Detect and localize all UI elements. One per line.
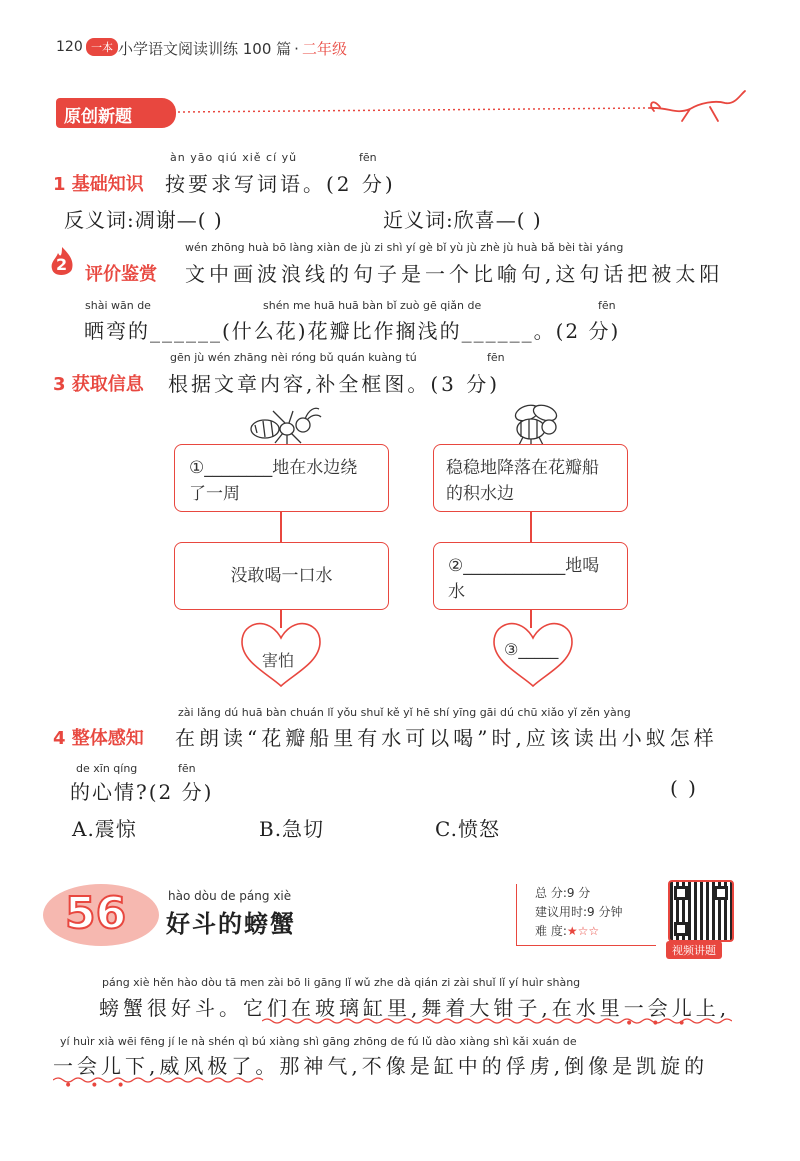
q3-pinyin-fen: fēn	[487, 351, 505, 364]
q4-pinyin-2: de xīn qíng	[76, 762, 138, 775]
emphasis-dots-1: •••	[625, 1016, 704, 1032]
passage-pinyin-1: páng xiè hěn hào dòu tā men zài bō li gāng lǐ wǔ zhe dà qián zi zài shuǐ lǐ yí huìr shàng	[102, 976, 581, 989]
info-time	[535, 903, 656, 922]
ant-icon	[243, 403, 323, 445]
info-time-value: 9 分钟	[587, 905, 623, 919]
q4-option-a: A.震惊	[72, 817, 137, 841]
book-title	[118, 38, 347, 59]
section-tag	[56, 98, 176, 128]
book-title-text: 小学语文阅读训练 100 篇	[118, 40, 292, 58]
q2-label: 评价鉴赏	[85, 264, 157, 285]
passage-line-2: 一会儿下,威风极了。那神气,不像是缸中的俘虏,倒像是凯旋的	[53, 1054, 709, 1078]
lesson-number-badge	[43, 884, 159, 946]
lesson-number: 56	[65, 888, 127, 939]
emphasis-dots-2: •••	[64, 1078, 143, 1094]
q4-label: 4 整体感知	[53, 728, 144, 749]
q2-line-1: 文中画波浪线的句子是一个比喻句,这句话把被太阳	[185, 262, 724, 286]
video-lecture-label[interactable]: 视频讲题	[666, 941, 722, 959]
q1-pinyin-fen: fēn	[359, 151, 377, 164]
q1-label: 1 基础知识	[53, 174, 144, 195]
right-box-1	[433, 444, 628, 512]
book-logo: 一本	[86, 38, 118, 56]
q2-pinyin-2a: shài wān de	[85, 299, 151, 312]
q2-pinyin-1: wén zhōng huà bō làng xiàn de jù zi shì yí gè bǐ yù jù zhè jù huà bǎ bèi tài yáng	[185, 241, 624, 254]
info-time-label: 建议用时:	[535, 905, 588, 919]
q1-synonym: 近义词:欣喜—( )	[383, 208, 542, 232]
bee-icon	[505, 403, 565, 447]
difficulty-stars: ★☆☆	[566, 924, 600, 938]
right-connector-1	[530, 512, 532, 542]
info-total-value: 9 分	[566, 886, 591, 900]
passage-pinyin-2: yí huìr xià wēi fēng jí le nà shén qì bú xiàng shì gāng zhōng de fú lǔ dào xiàng shì kǎi xuán de	[60, 1035, 577, 1048]
section-tag-label: 原创新题	[64, 107, 132, 127]
left-connector-1	[280, 512, 282, 542]
left-box-1-text: ①________地在水边绕了一周	[189, 458, 358, 504]
q2-number: 2	[56, 255, 68, 274]
info-total-label: 总 分:	[535, 886, 567, 900]
q4-option-c: C.愤怒	[435, 817, 500, 841]
q4-line-1: 在朗读“花瓣船里有水可以喝”时,应该读出小蚁怎样	[175, 726, 718, 750]
q3-prompt: 根据文章内容,补全框图。(3 分)	[168, 372, 501, 396]
flame-icon	[48, 245, 76, 279]
info-difficulty-label: 难 度:	[535, 924, 567, 938]
q2-pinyin-2b: shén me huā huā bàn bǐ zuò gē qiǎn de	[263, 299, 482, 312]
qr-code[interactable]	[668, 880, 734, 942]
dotted-divider	[170, 85, 750, 130]
q1-antonym: 反义词:凋谢—( )	[64, 208, 223, 232]
lesson-title: 好斗的螃蟹	[166, 910, 296, 938]
grade-label: 二年级	[301, 40, 347, 58]
q3-pinyin: gēn jù wén zhāng nèi róng bǔ quán kuàng tú	[170, 351, 417, 364]
q4-line-2: 的心情?(2 分)	[70, 780, 214, 804]
right-heart-text: ③_____	[504, 640, 559, 659]
passage-line-1: 螃蟹很好斗。它们在玻璃缸里,舞着大钳子,在水里一会儿上,	[99, 996, 731, 1020]
q2-pinyin-2c: fēn	[598, 299, 616, 312]
lesson-title-pinyin: hào dòu de páng xiè	[168, 889, 292, 903]
q2-line-2: 晒弯的______(什么花)花瓣比作搁浅的______。(2 分)	[84, 319, 621, 343]
q4-pinyin-2b: fēn	[178, 762, 196, 775]
right-box-2-text: ②____________地喝水	[448, 556, 600, 602]
right-box-2	[433, 542, 628, 610]
title-dot: ·	[294, 40, 299, 58]
left-box-2	[174, 542, 389, 610]
page-number: 120	[56, 39, 83, 55]
q3-label: 3 获取信息	[53, 374, 144, 395]
q4-option-b: B.急切	[259, 817, 325, 841]
q1-pinyin: àn yāo qiú xiě cí yǔ	[170, 151, 298, 164]
left-box-1	[174, 444, 389, 512]
q1-prompt: 按要求写词语。(2 分)	[165, 172, 396, 196]
q4-pinyin-1: zài lǎng dú huā bàn chuán lǐ yǒu shuǐ kě yǐ hē shí yīng gāi dú chū xiǎo yǐ zěn yàng	[178, 706, 631, 719]
q4-answer-paren: ( )	[670, 776, 698, 800]
info-total	[535, 884, 656, 903]
left-box-2-text: 没敢喝一口水	[230, 566, 333, 586]
right-box-1-text: 稳稳地降落在花瓣船的积水边	[446, 458, 599, 504]
lesson-info-panel	[516, 884, 656, 946]
left-heart-text: 害怕	[262, 651, 295, 670]
info-difficulty	[535, 922, 656, 941]
